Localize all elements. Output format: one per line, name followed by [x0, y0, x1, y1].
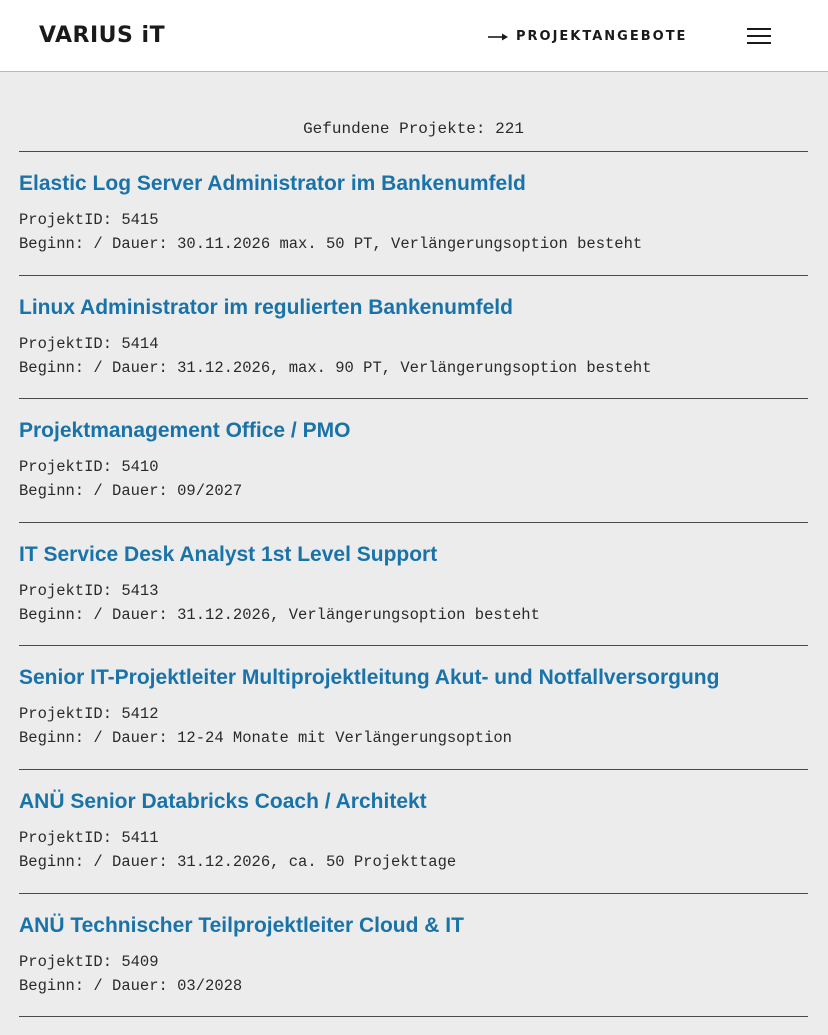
project-id: ProjektID: 5412	[19, 705, 159, 724]
project-meta	[19, 702, 808, 750]
project-title-link[interactable]: Elastic Log Server Administrator im Bankenumfeld	[19, 172, 526, 195]
project-id: ProjektID: 5415	[19, 211, 159, 229]
project-id: ProjektID: 5410	[19, 458, 159, 477]
project-meta	[19, 826, 808, 874]
project-id: ProjektID: 5411	[19, 828, 159, 847]
results-count: Gefundene Projekte: 221	[19, 72, 808, 152]
project-title-link[interactable]: Projektmanagement Office / PMO	[19, 419, 351, 443]
project-id: ProjektID: 5413	[19, 581, 159, 600]
project-meta	[19, 950, 808, 998]
project-duration: Beginn: / Dauer: 30.11.2026 max. 50 PT, Verlängerungsoption besteht	[19, 235, 643, 253]
logo[interactable]: VARIUS iT	[39, 23, 166, 48]
project-duration: Beginn: / Dauer: 03/2028	[19, 976, 243, 995]
project-title-link[interactable]: ANÜ Senior Databricks Coach / Architekt	[19, 789, 427, 813]
project-title-link[interactable]: IT Service Desk Analyst 1st Level Support	[19, 542, 438, 566]
arrow-right-icon	[487, 27, 509, 47]
project-list	[19, 152, 808, 1017]
project-list-item	[19, 646, 808, 770]
project-meta	[19, 332, 808, 380]
site-header	[0, 0, 828, 72]
nav-link-label: PROJEKTANGEBOTE	[516, 29, 688, 44]
project-duration: Beginn: / Dauer: 12-24 Monate mit Verlängerungsoption	[19, 729, 512, 748]
project-list-item	[19, 399, 808, 523]
project-title-link[interactable]: Senior IT-Projektleiter Multiprojektleitung Akut- und Notfallversorgung	[19, 666, 720, 690]
project-title-link[interactable]: Linux Administrator im regulierten Bankenumfeld	[19, 295, 513, 319]
project-list-item	[19, 770, 808, 894]
project-list-item	[19, 523, 808, 647]
project-meta	[19, 455, 808, 503]
project-duration: Beginn: / Dauer: 09/2027	[19, 482, 243, 501]
project-id: ProjektID: 5414	[19, 334, 159, 353]
project-duration: Beginn: / Dauer: 31.12.2026, Verlängerungsoption besteht	[19, 605, 540, 624]
project-list-item	[19, 894, 808, 1018]
nav-link-projektangebote[interactable]	[487, 27, 687, 47]
project-duration: Beginn: / Dauer: 31.12.2026, ca. 50 Projekttage	[19, 852, 457, 871]
project-title-link[interactable]: ANÜ Technischer Teilprojektleiter Cloud & IT	[19, 913, 464, 937]
project-list-item	[19, 152, 808, 276]
project-meta	[19, 579, 808, 627]
project-results	[19, 72, 808, 1017]
project-id: ProjektID: 5409	[19, 952, 159, 971]
project-list-item	[19, 276, 808, 400]
project-meta	[19, 208, 808, 256]
project-duration: Beginn: / Dauer: 31.12.2026, max. 90 PT, Verlängerungsoption besteht	[19, 358, 652, 377]
hamburger-menu-button[interactable]	[740, 22, 778, 50]
